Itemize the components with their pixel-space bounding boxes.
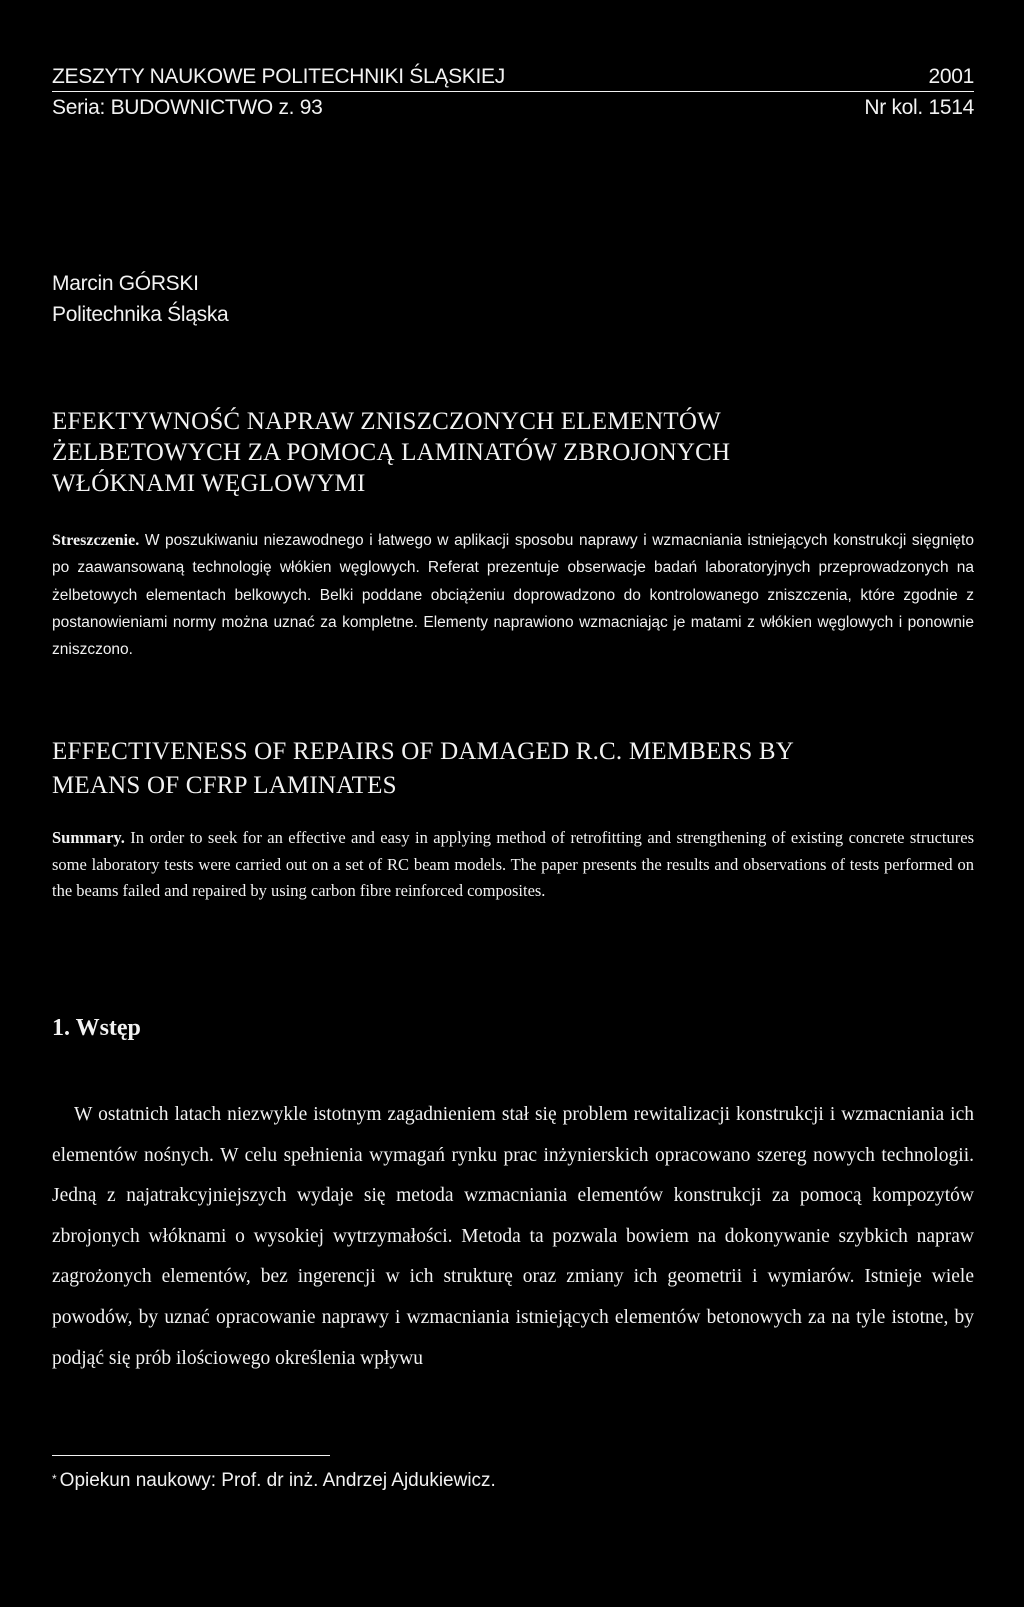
section-heading: 1. Wstęp <box>52 1015 141 1041</box>
author-block <box>52 268 228 330</box>
journal-number: Nr kol. 1514 <box>864 96 974 119</box>
journal-header <box>52 64 974 123</box>
journal-year: 2001 <box>928 65 974 88</box>
author-affiliation: Politechnika Śląska <box>52 303 229 326</box>
footnote <box>52 1469 496 1493</box>
title-english-line: EFFECTIVENESS OF REPAIRS OF DAMAGED R.C. MEMBERS BY <box>52 738 795 765</box>
paper-page <box>52 0 974 1607</box>
header-row-series <box>52 95 974 123</box>
title-polish-line: WŁÓKNAMI WĘGLOWYMI <box>52 470 366 497</box>
footnote-mark: * <box>52 1472 57 1486</box>
abstract-text: W poszukiwaniu niezawodnego i łatwego w aplikacji sposobu naprawy i wzmacniania istniejących konstrukcji sięgnięto po zaawansowaną technologię włókien węglowych. Referat prezentuje obserwacje badań laboratoryjnych przeprowadzonych na żelbetowych elementach belkowych. Belki poddane obciążeniu doprowadzono do kontrolowanego zniszczenia, które zgodnie z postanowieniami normy można uznać za kompletne. Elementy naprawiono wzmacniając je matami z włókien węglowych i ponownie zniszczono. <box>52 532 974 659</box>
summary-text: In order to seek for an effective and easy in applying method of retrofitting and strengthening of existing concrete structures some laboratory tests were carried out on a set of RC beam models. The paper presents the results and observations of tests performed on the beams failed and repaired by using carbon fibre reinforced composites. <box>52 828 974 900</box>
title-polish-line: EFEKTYWNOŚĆ NAPRAW ZNISZCZONYCH ELEMENTÓW <box>52 408 721 435</box>
footnote-divider <box>52 1455 330 1456</box>
summary-label: Summary. <box>52 828 125 847</box>
header-row-journal <box>52 64 974 92</box>
body-paragraph: W ostatnich latach niezwykle istotnym zagadnieniem stał się problem rewitalizacji konstrukcji i wzmacniania ich elementów nośnych. W celu spełnienia wymagań rynku prac inżynierskich opracowano szereg nowych technologii. Jedną z najatrakcyjniejszych wydaje się metoda wzmacniania elementów konstrukcji za pomocą kompozytów zbrojonych włóknami o wysokiej wytrzymałości. Metoda ta pozwala bowiem na dokonywanie szybkich napraw zagrożonych elementów, bez ingerencji w ich strukturę oraz zmiany ich geometrii i wymiarów. Istnieje wiele powodów, by uznać opracowanie naprawy i wzmacniania istniejących elementów betonowych za na tyle istotne, by podjąć się prób ilościowego określenia wpływu <box>52 1104 974 1369</box>
journal-name: ZESZYTY NAUKOWE POLITECHNIKI ŚLĄSKIEJ <box>52 65 505 88</box>
title-polish <box>52 406 974 499</box>
title-english <box>52 735 974 803</box>
title-polish-line: ŻELBETOWYCH ZA POMOCĄ LAMINATÓW ZBROJONYCH <box>52 439 731 466</box>
title-english-line: MEANS OF CFRP LAMINATES <box>52 772 397 799</box>
abstract-label: Streszczenie. <box>52 532 140 549</box>
journal-series: Seria: BUDOWNICTWO z. 93 <box>52 96 323 119</box>
summary-english <box>52 825 974 905</box>
body-text <box>52 1095 974 1379</box>
abstract-polish <box>52 527 974 663</box>
footnote-text: Opiekun naukowy: Prof. dr inż. Andrzej Ajdukiewicz. <box>59 1470 496 1491</box>
author-name: Marcin GÓRSKI <box>52 272 199 295</box>
